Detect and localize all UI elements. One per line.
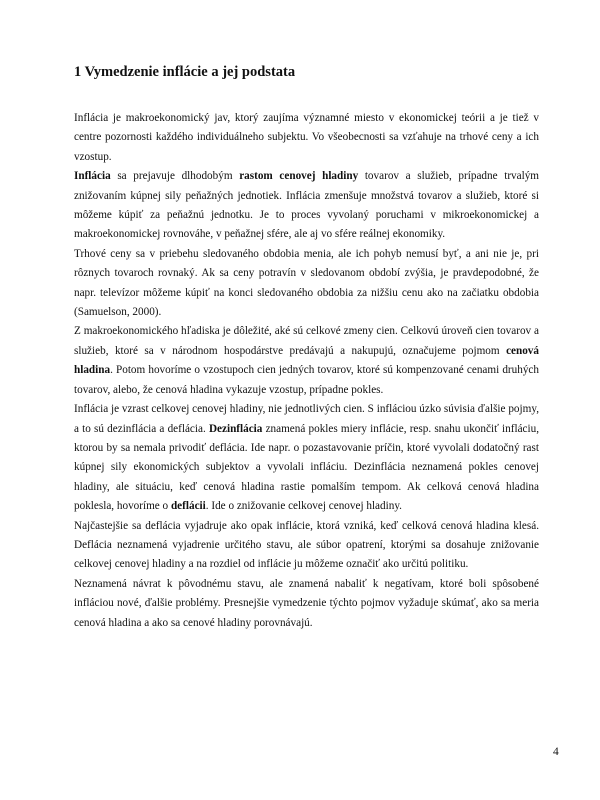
paragraph xyxy=(74,167,539,245)
page-number: 4 xyxy=(553,746,559,758)
text-segment: Inflácia je vzrast celkovej cenovej hladiny, nie jednotlivých cien. S infláciou úzko súvisia ďalšie pojmy, a to sú dezinflácia a deflácia. xyxy=(74,403,539,435)
paragraph xyxy=(74,400,539,516)
bold-term: deflácii xyxy=(170,500,206,513)
text-segment: Trhové ceny sa v priebehu sledovaného obdobia menia, ale ich pohyb nemusí byť, a ani nie je, pri rôznych tovaroch rovnaký. Ak sa ceny potravín v sledovanom období zvýšia, je pravdepodobné, že napr. televízor môžeme kúpiť na konci sledovaného obdobia za nižšiu cenu ako na začiatku obdobia (Samuelson, 2000). xyxy=(74,247,539,319)
paragraph xyxy=(74,245,539,323)
body-text xyxy=(74,109,539,633)
bold-term: Dezinflácia xyxy=(208,422,263,435)
paragraph xyxy=(74,322,539,400)
text-segment: Z makroekonomického hľadiska je dôležité, aké sú celkové zmeny cien. Celkovú úroveň cien tovarov a služieb, ktoré sa v národnom hospodárstve predávajú a nakupujú, označujeme pojmom xyxy=(74,325,539,357)
text-segment: Najčastejšie sa deflácia vyjadruje ako opak inflácie, ktorá vzniká, keď celková cenová hladina klesá. Deflácia neznamená vyjadrenie určitého stavu, ale súbor opatrení, ktorými sa dosahuje znižovanie celkovej cenovej hladiny a na rozdiel od inflácie ju môžeme označiť ako určitú politiku. xyxy=(74,519,539,571)
text-segment: znamená pokles miery inflácie, resp. snahu ukončiť infláciu, ktorou by sa nemala privodiť deflácia. Ide napr. o pozastavovanie príčin, ktoré vyvolali dodatočný rast kúpnej sily ekonomických subjektov a vyvolali infláciu. Dezinflácia neznamená pokles cenovej hladiny, ale situáciu, keď cenová hladina rastie pomalším tempom. Ak celková cenová hladina poklesla, hovoríme o xyxy=(74,422,539,513)
text-segment: Neznamená návrat k pôvodnému stavu, ale znamená nabaliť k negatívam, ktoré boli spôsobené infláciou nové, ďalšie problémy. Presnejšie vymedzenie týchto pojmov vyžaduje skúmať, ako sa meria cenová hladina a ako sa cenové hladiny porovnávajú. xyxy=(74,577,539,629)
text-segment: Inflácia je makroekonomický jav, ktorý zaujíma významné miesto v ekonomickej teórii a je tiež v centre pozornosti každého individuálneho subjektu. Vo všeobecnosti sa vzťahuje na trhové ceny a ich vzostup. xyxy=(74,112,539,163)
section-heading: 1 Vymedzenie inflácie a jej podstata xyxy=(74,64,296,80)
text-segment: sa prejavuje dlhodobým xyxy=(110,170,240,183)
paragraph xyxy=(74,517,539,575)
text-segment: tovarov a služieb, prípadne trvalým znižovaním kúpnej sily peňažných jednotiek. Inflácia zmenšuje množstvá tovarov a služieb, ktoré si môžeme kúpiť za peňažnú jednotku. Je to proces vyvolaný poruchami v mikroekonomickej a makroekonomickej rovnováhe, v peňažnej sfére, ale aj vo sfére reálnej ekonomiky. xyxy=(74,170,540,241)
text-segment: . Ide o znižovanie celkovej cenovej hladiny. xyxy=(205,500,402,513)
bold-term: rastom cenovej hladiny xyxy=(239,170,359,183)
paragraph xyxy=(74,109,539,167)
text-segment: . Potom hovoríme o vzostupoch cien jedných tovarov, ktoré sú kompenzované cenami druhých tovarov, alebo, že cenová hladina vykazuje vzostup, prípadne pokles. xyxy=(74,364,539,396)
bold-term: cenová hladina xyxy=(74,344,539,377)
bold-term: Inflácia xyxy=(74,170,111,183)
paragraph xyxy=(74,575,539,633)
